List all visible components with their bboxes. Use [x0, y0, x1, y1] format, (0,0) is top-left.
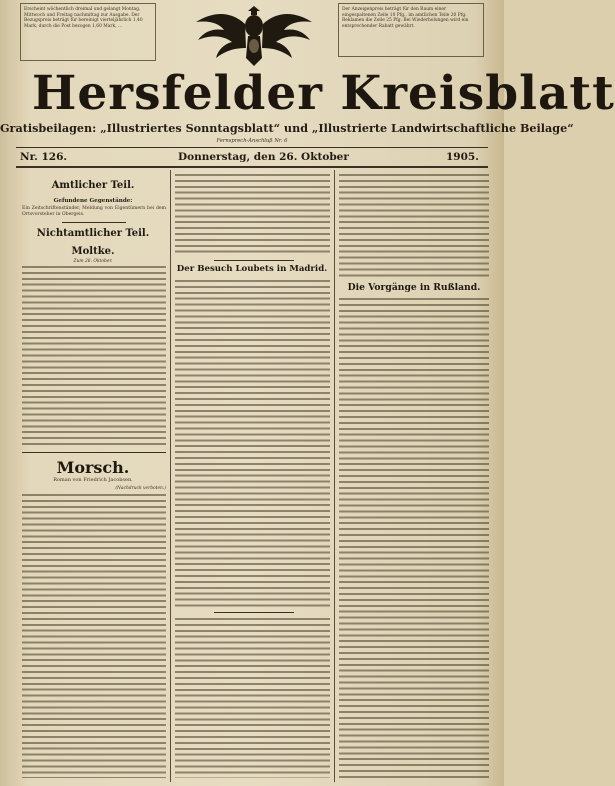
issue-year: 1905.: [446, 151, 479, 163]
advertisement-price-notice: [338, 3, 484, 57]
column2-top-text: [175, 174, 330, 256]
heading-besuch-loubets: Der Besuch Loubets in Madrid.: [176, 264, 328, 274]
vorgaenge-article-body: [339, 298, 489, 778]
divider: [214, 612, 294, 613]
heading-gefundene: Gefundene Gegenstände:: [53, 198, 133, 204]
eagle-emblem-icon: [190, 2, 318, 68]
divider: [62, 222, 126, 223]
moltke-article-body: [22, 266, 166, 448]
issue-date: Donnerstag, den 26. Oktober: [178, 151, 349, 163]
newspaper-subtitle: Gratisbeilagen: „Illustriertes Sonntagsblatt“ und „Illustrierte Landwirtschaftliche Beilage“: [0, 121, 574, 135]
heading-nichtamtlicher-teil: Nichtamtlicher Teil.: [36, 228, 150, 239]
heading-amtlicher-teil: Amtlicher Teil.: [51, 180, 135, 191]
heading-vorgaenge-russland: Die Vorgänge in Rußland.: [347, 282, 481, 293]
gefundene-text: Ein Zeitschriftenständer, Meldung von Eigentümern bei dem Ortsvorsteher in Obergeis.: [22, 206, 166, 217]
column3-top-text: [339, 174, 489, 278]
besuch-article-body: [175, 280, 330, 608]
issue-number: Nr. 126.: [20, 151, 68, 163]
divider: [214, 260, 294, 261]
newspaper-title: Hersfelder Kreisblatt: [32, 66, 615, 121]
subscription-notice: [20, 3, 156, 61]
header-top-rule: [16, 147, 488, 148]
column2-bottom-text: [175, 618, 330, 778]
heading-morsch: Morsch.: [56, 458, 130, 477]
morsch-author: Roman von Friedrich Jacobsen.: [53, 477, 133, 483]
heading-moltke: Moltke.: [71, 246, 115, 257]
morsch-novel-body: [22, 494, 166, 778]
phone-number: Fernsprech-Anschluß Nr. 6: [216, 138, 288, 144]
divider: [22, 452, 166, 453]
column-separator: [334, 170, 335, 782]
moltke-date: Zum 26. Oktober.: [73, 259, 113, 264]
header-bottom-rule: [16, 166, 488, 168]
column-separator: [170, 170, 171, 782]
ad-price-text: Der Anzeigenpreis beträgt für den Raum einer eingespaltenen Zeile 10 Pfg., im amtlichen Teile 20 Pfg. Reklamen die Zeile 25 Pfg. Bei Wiederholungen wird ein entsprechender Rabatt gewährt.: [342, 7, 469, 29]
morsch-note: (Nachdruck verboten.): [115, 486, 166, 491]
subscription-notice-text: Erscheint wöchentlich dreimal und gelangt Montag, Mittwoch und Freitag nachmittag zur Ausgabe. Der Bezugspreis beträgt für bereinigt vierteljährlich 1,40 Mark, durch die Post bezogen 1,60 Mark, ...: [24, 7, 143, 29]
